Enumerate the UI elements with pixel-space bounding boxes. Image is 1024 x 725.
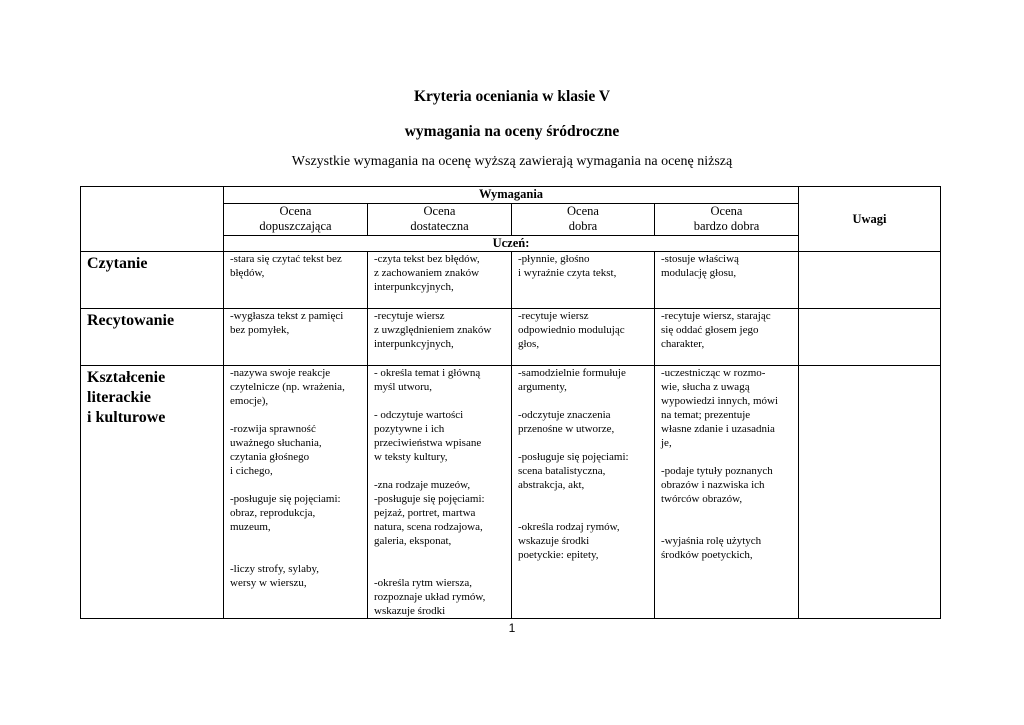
cell-line: wersy w wierszu, [230, 577, 307, 589]
grade-header-1: Ocena dopuszczająca [224, 204, 368, 236]
page-number: 1 [508, 621, 516, 635]
cell-line: wypowiedzi innych, mówi [661, 395, 779, 407]
student-header: Uczeń: [224, 236, 799, 252]
cell-line [518, 394, 654, 408]
cell-line: -posługuje się pojęciami: [230, 493, 341, 505]
cell-line: abstrakcja, akt, [518, 479, 585, 491]
cell-line: czytelnicze (np. wrażenia, [230, 381, 345, 393]
subject-literary-cultural: Kształcenie literackie i kulturowe [81, 366, 224, 619]
cell-recitation-1: -wygłasza tekst z pamięci bez pomyłek, [224, 309, 368, 366]
cell-line: myśl utworu, [374, 381, 433, 393]
cell-line: uważnego słuchania, [230, 437, 322, 449]
cell-line: -rozwija sprawność [230, 423, 316, 435]
cell-recitation-3: -recytuje wiersz odpowiednio modulując głos, [512, 309, 655, 366]
cell-line: argumenty, [518, 381, 567, 393]
cell-line: rozpoznaje układ rymów, [374, 591, 486, 603]
document-title: Kryteria oceniania w klasie V [413, 88, 611, 105]
cell-line: muzeum, [230, 521, 271, 533]
cell-line: przeciwieństwa wpisane [374, 437, 482, 449]
cell-line: własne zdanie i uzasadnia [661, 423, 775, 435]
subject-recitation: Recytowanie [81, 309, 224, 366]
cell-line: i cichego, [230, 465, 273, 477]
table-row [81, 366, 941, 619]
cell-reading-remarks [799, 252, 941, 309]
cell-literary-3 [512, 366, 655, 619]
cell-line [230, 408, 367, 422]
cell-reading-2: -czyta tekst bez błędów, z zachowaniem znaków interpunkcyjnych, [368, 252, 512, 309]
block-spacer [518, 492, 654, 520]
cell-recitation-4: -recytuje wiersz, starając się oddać głosem jego charakter, [655, 309, 799, 366]
cell-line [374, 394, 511, 408]
table-row [81, 252, 941, 309]
cell-line: twórców obrazów, [661, 493, 743, 505]
block-spacer [230, 478, 367, 492]
cell-line: je, [661, 437, 672, 449]
cell-line: -odczytuje znaczenia [518, 409, 611, 421]
document-subtitle: wymagania na oceny śródroczne [404, 123, 620, 140]
cell-line: środków poetyckich, [661, 549, 753, 561]
cell-line: -uczestnicząc w rozmo- [661, 367, 766, 379]
grade-header-2: Ocena dostateczna [368, 204, 512, 236]
cell-reading-3: -płynnie, głośno i wyraźnie czyta tekst, [512, 252, 655, 309]
cell-line: poetyckie: epitety, [518, 549, 599, 561]
remarks-header: Uwagi [799, 187, 941, 252]
cell-line: galeria, eksponat, [374, 535, 452, 547]
cell-literary-2 [368, 366, 512, 619]
cell-literary-4 [655, 366, 799, 619]
corner-cell [81, 187, 224, 252]
cell-line: -określa rodzaj rymów, [518, 521, 620, 533]
cell-recitation-remarks [799, 309, 941, 366]
cell-line: pozytywne i ich [374, 423, 445, 435]
document-note: Wszystkie wymagania na ocenę wyższą zawierają wymagania na ocenę niższą [291, 154, 733, 169]
cell-line: -posługuje się pojęciami: [518, 451, 629, 463]
criteria-table [80, 186, 941, 619]
cell-line: -posługuje się pojęciami: [374, 493, 485, 505]
cell-reading-1: -stara się czytać tekst bez błędów, [224, 252, 368, 309]
block-spacer [374, 548, 511, 576]
cell-line: wie, słucha z uwagą [661, 381, 750, 393]
cell-line: -zna rodzaje muzeów, [374, 479, 471, 491]
cell-reading-4: -stosuje właściwą modulację głosu, [655, 252, 799, 309]
cell-literary-1 [224, 366, 368, 619]
cell-line: -nazywa swoje reakcje [230, 367, 331, 379]
cell-line: -liczy strofy, sylaby, [230, 563, 319, 575]
cell-line: czytania głośnego [230, 451, 310, 463]
cell-line: wskazuje środki [374, 605, 446, 617]
cell-line: wskazuje środki [518, 535, 590, 547]
subject-reading: Czytanie [81, 252, 224, 309]
block-spacer [661, 506, 798, 534]
cell-line: emocje), [230, 395, 269, 407]
cell-line: na temat; prezentuje [661, 409, 751, 421]
cell-line: - określa temat i główną [374, 367, 481, 379]
cell-literary-remarks [799, 366, 941, 619]
requirements-header: Wymagania [224, 187, 799, 204]
cell-line: scena batalistyczna, [518, 465, 606, 477]
block-spacer [230, 534, 367, 562]
grade-header-4: Ocena bardzo dobra [655, 204, 799, 236]
block-spacer [374, 464, 511, 478]
cell-line: - odczytuje wartości [374, 409, 464, 421]
block-spacer [518, 436, 654, 450]
table-row [81, 309, 941, 366]
cell-line: obraz, reprodukcja, [230, 507, 316, 519]
cell-line: -podaje tytuły poznanych [661, 465, 773, 477]
cell-line: pejzaż, portret, martwa [374, 507, 476, 519]
cell-line: -określa rytm wiersza, [374, 577, 473, 589]
cell-line: w teksty kultury, [374, 451, 448, 463]
cell-line: natura, scena rodzajowa, [374, 521, 483, 533]
cell-recitation-2: -recytuje wiersz z uwzględnieniem znaków interpunkcyjnych, [368, 309, 512, 366]
cell-line: obrazów i nazwiska ich [661, 479, 765, 491]
cell-line: -wyjaśnia rolę użytych [661, 535, 762, 547]
grade-header-3: Ocena dobra [512, 204, 655, 236]
cell-line: przenośne w utworze, [518, 423, 615, 435]
cell-line: -samodzielnie formułuje [518, 367, 626, 379]
block-spacer [661, 450, 798, 464]
